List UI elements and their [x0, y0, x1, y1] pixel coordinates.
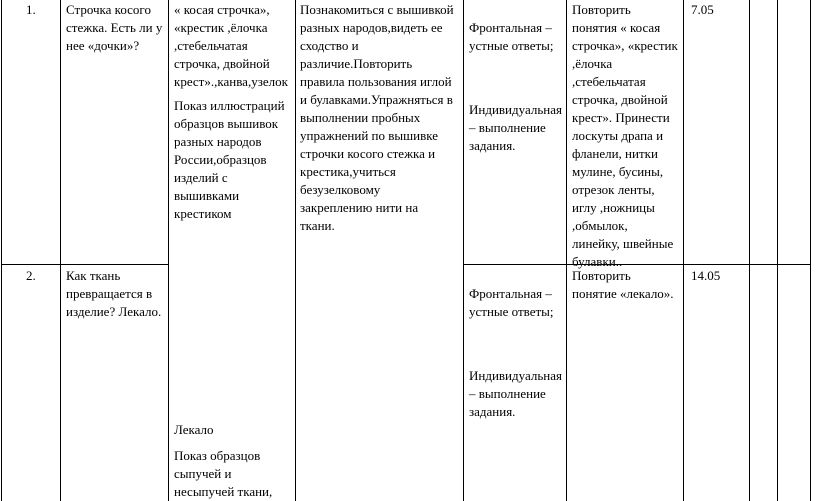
table-row: [0, 264, 816, 501]
work-forms: [469, 267, 562, 439]
work-forms: [469, 1, 562, 173]
work-form-frontal: Фронтальная – устные ответы;: [469, 20, 554, 53]
homework: Повторить понятие «лекало».: [572, 268, 674, 301]
work-form-individual: Индивидуальная – выполнение задания.: [469, 368, 562, 419]
key-terms: « косая строчка», «крестик ,ёлочка ,стебельчатая строчка, двойной крест».,канва,узелок: [174, 2, 288, 89]
lesson-topic: Как ткань превращается в изделие? Лекало.: [66, 268, 162, 319]
key-terms: Лекало: [174, 422, 214, 437]
work-form-frontal: Фронтальная – устные ответы;: [469, 286, 554, 319]
visual-aids: Показ иллюстраций образцов вышивок разных народов России,образцов изделий с вышивками крестиком: [174, 98, 285, 221]
lesson-date: 14.05: [691, 268, 721, 283]
visual-aids: Показ образцов сыпучей и несыпучей ткани,: [174, 448, 273, 499]
lesson-date: 7.05: [691, 2, 714, 17]
lesson-goals: Познакомиться с вышивкой разных народов,видеть ее сходство и различие.Повторить правила пользования иглой и булавками.Упражняться в выполнении пробных упражнений по вышивке строчки косого стежка и крестика,учиться безузелковому закреплению нити на ткани.: [300, 2, 454, 233]
row-number: 1.: [26, 2, 36, 17]
work-form-individual: Индивидуальная – выполнение задания.: [469, 102, 562, 153]
row-number: 2.: [26, 268, 36, 283]
lesson-topic: Строчка косого стежка. Есть ли у нее «дочки»?: [66, 2, 163, 53]
homework: Повторить понятия « косая строчка», «крестик ,ёлочка ,стебельчатая строчка, двойной крест». Принести лоскуты драпа и фланели, нитки мулине, бусины, отрезок ленты, иглу ,ножницы ,обмылок, линейку, швейные булавки..: [572, 2, 678, 269]
